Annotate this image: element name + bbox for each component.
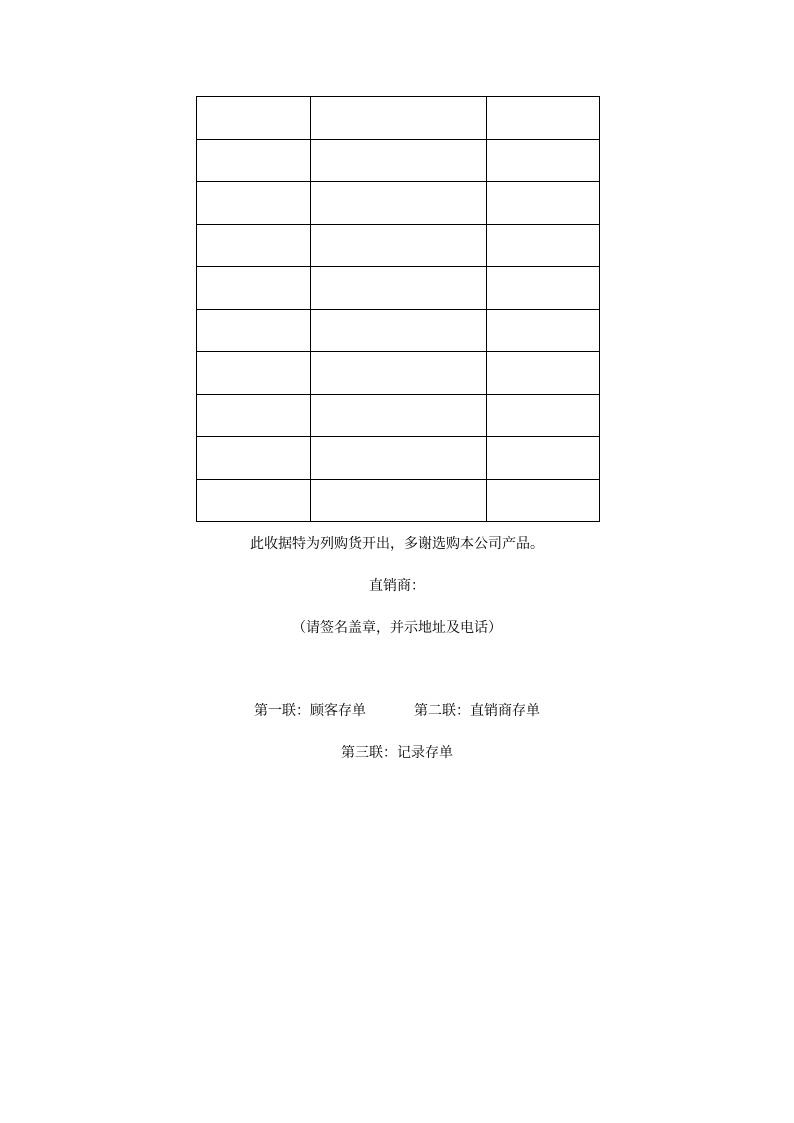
table-cell [487,139,600,182]
seller-label: 直销商： [369,578,425,594]
table-cell [197,267,311,310]
receipt-note: 此收据特为列购货开出，多谢选购本公司产品。 [250,536,544,552]
sign-instruction: （请签名盖章，并示地址及电话） [292,620,502,636]
table-cell [311,352,487,395]
table-cell [197,352,311,395]
table-cell [311,224,487,267]
table-cell [311,139,487,182]
table-row [197,394,600,437]
table-row [197,97,600,140]
table-cell [487,224,600,267]
table-row [197,309,600,352]
table-row [197,352,600,395]
table-cell [197,309,311,352]
table-cell [487,479,600,522]
table-row [197,437,600,480]
table-cell [197,97,311,140]
copy1-label: 第一联：顾客存单 [254,703,366,719]
table-cell [197,479,311,522]
table-cell [311,97,487,140]
table-cell [311,437,487,480]
receipt-table-body [197,97,600,522]
table-cell [197,394,311,437]
table-cell [487,352,600,395]
table-row [197,182,600,225]
table-cell [311,394,487,437]
table-cell [197,182,311,225]
table-cell [311,309,487,352]
table-cell [197,437,311,480]
table-cell [311,479,487,522]
table-row [197,139,600,182]
table-cell [487,309,600,352]
table-cell [487,97,600,140]
table-cell [487,267,600,310]
table-cell [197,139,311,182]
copy2-label: 第二联：直销商存单 [414,703,540,719]
copy-labels-row [0,702,794,720]
table-cell [487,437,600,480]
table-row [197,224,600,267]
table-cell [311,267,487,310]
table-cell [487,394,600,437]
table-row [197,479,600,522]
table-cell [311,182,487,225]
receipt-table [196,96,600,522]
table-cell [487,182,600,225]
table-cell [197,224,311,267]
copy3-label: 第三联：记录存单 [341,745,453,761]
table-row [197,267,600,310]
